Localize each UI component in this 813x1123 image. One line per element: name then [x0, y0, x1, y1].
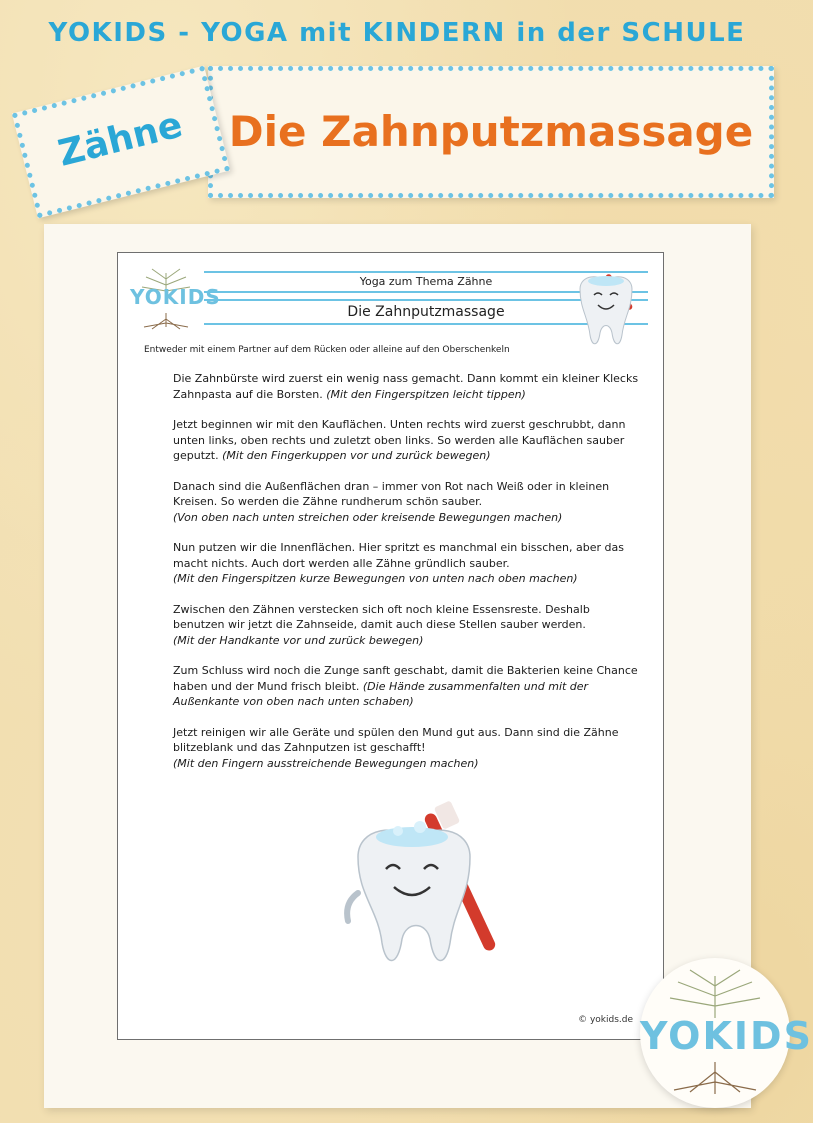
paragraph: Zum Schluss wird noch die Zunge sanft geschabt, damit die Bakterien keine Chance haben und der Mund frisch bleibt. (Die Hände zusammenfalten und mit der Außenkante von oben nach unten schaben) — [173, 664, 638, 708]
worksheet-title: Die Zahnputzmassage — [204, 299, 648, 325]
movement-instruction: (Mit der Handkante vor und zurück bewegen) — [173, 633, 424, 647]
tooth-mascot-icon — [558, 261, 658, 357]
badge-text: YOKIDS — [640, 1014, 813, 1058]
paragraph: Jetzt reinigen wir alle Geräte und spülen den Mund gut aus. Dann sind die Zähne blitzeblank und das Zahnputzen ist geschafft! (Mit den Fingern ausstreichende Bewegungen machen) — [173, 725, 619, 770]
movement-instruction: (Mit den Fingerkuppen vor und zurück bewegen) — [222, 449, 491, 462]
logo-text: YOKIDS — [130, 285, 221, 309]
paragraph: Danach sind die Außenflächen dran – immer von Rot nach Weiß oder in kleinen Kreisen. So werden die Zähne rundherum schön sauber. (Von oben nach unten streichen oder kreisende Bewegungen machen) — [173, 479, 610, 524]
yokids-badge — [640, 958, 813, 1108]
yokids-logo — [130, 265, 221, 331]
header-title: YOKIDS - YOGA mit KINDERN in der SCHULE — [48, 18, 746, 48]
paragraph: Die Zahnbürste wird zuerst ein wenig nass gemacht. Dann kommt ein kleiner Klecks Zahnpasta auf die Borsten. (Mit den Fingerspitzen leicht tippen) — [173, 372, 639, 401]
movement-instruction: (Mit den Fingerspitzen kurze Bewegungen von unten nach oben machen) — [173, 572, 578, 585]
movement-instruction: (Die Hände zusammenfalten und mit der Außenkante von oben nach unten schaben) — [173, 679, 589, 708]
movement-instruction: (Mit den Fingerspitzen leicht tippen) — [326, 387, 526, 401]
worksheet — [117, 252, 664, 1040]
paragraph: Nun putzen wir die Innenflächen. Hier spritzt es manchmal ein bisschen, aber das macht nichts. Auch dort werden alle Zähne gründlich sauber. (Mit den Fingerspitzen kurze Bewegungen von unten nach oben machen) — [173, 541, 624, 585]
title-card — [208, 66, 774, 198]
topic-tag — [12, 66, 230, 219]
worksheet-topic: Yoga zum Thema Zähne — [204, 271, 648, 293]
movement-instruction: (Von oben nach unten streichen oder kreisende Bewegungen machen) — [173, 510, 563, 524]
topic-tag-label: Zähne — [54, 104, 187, 175]
paragraph: Jetzt beginnen wir mit den Kauflächen. Unten rechts wird zuerst geschrubbt, dann unten links, oben rechts und zuletzt oben links. So werden alle Kauflächen sauber geputzt. (Mit den Fingerkuppen vor und zurück bewegen) — [173, 418, 626, 462]
intro-text: Entweder mit einem Partner auf dem Rücken oder alleine auf den Oberschenkeln — [144, 345, 510, 355]
tooth-brushing-icon — [328, 797, 518, 977]
instructions — [173, 371, 643, 786]
copyright: © yokids.de — [578, 1015, 633, 1025]
movement-instruction: (Mit den Fingern ausstreichende Bewegungen machen) — [173, 756, 479, 770]
page-title: Die Zahnputzmassage — [228, 107, 754, 156]
paragraph: Zwischen den Zähnen verstecken sich oft noch kleine Essensreste. Deshalb benutzen wir jetzt die Zahnseide, damit auch diese Stellen sauber werden. (Mit der Handkante vor und zurück bewegen) — [173, 602, 590, 647]
